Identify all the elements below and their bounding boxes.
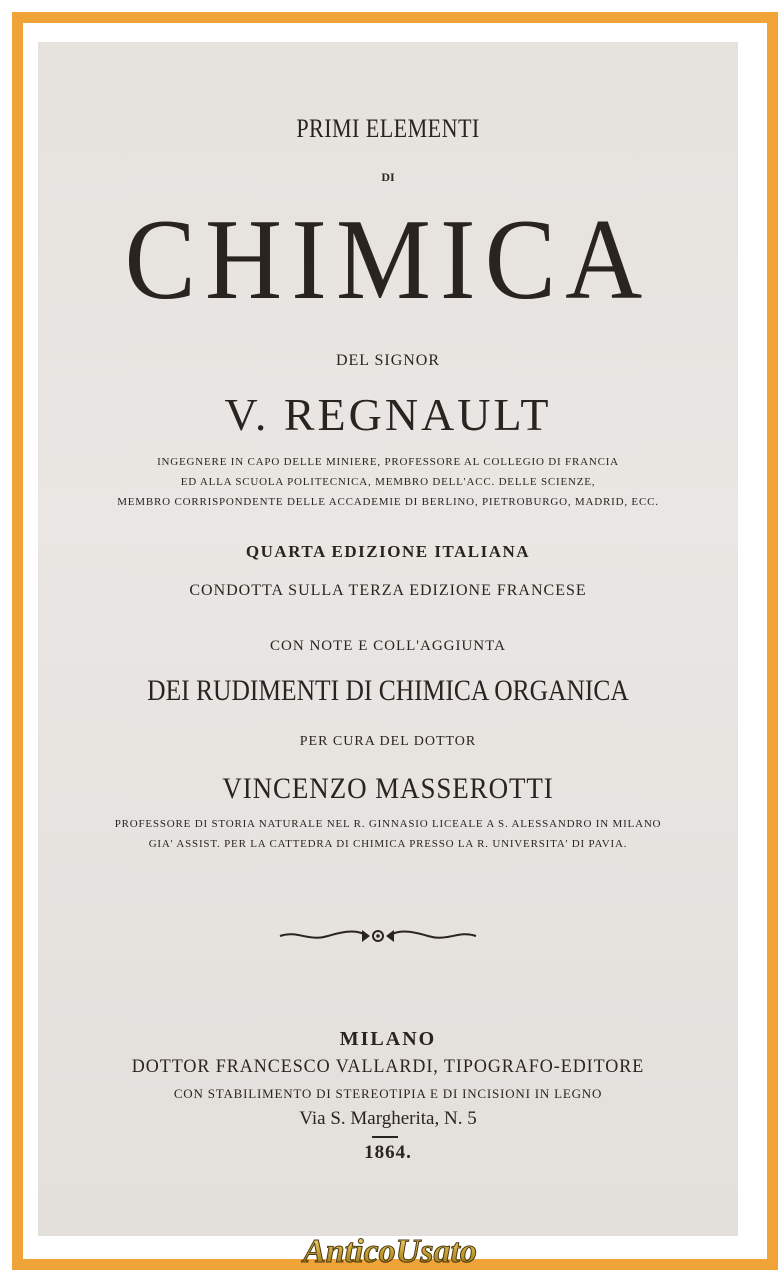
ornament-divider-icon [278, 924, 478, 948]
subtitle-primi-elementi: PRIMI ELEMENTI [296, 114, 480, 143]
main-title: CHIMICA [124, 196, 652, 324]
del-signor: DEL SIGNOR [335, 352, 441, 369]
author-name: V. REGNAULT [224, 389, 552, 440]
subtitle-di: DI [381, 170, 395, 184]
edition-source-line: CONDOTTA SULLA TERZA EDIZIONE FRANCESE [189, 582, 587, 599]
publisher-address: Via S. Margherita, N. 5 [299, 1108, 477, 1129]
author-credential-line: INGEGNERE IN CAPO DELLE MINIERE, PROFESSORE AL COLLEGIO DI FRANCIA [157, 456, 619, 468]
city: MILANO [339, 1028, 437, 1050]
editor-credential-line: GIA' ASSIST. PER LA CATTEDRA DI CHIMICA PRESSO LA R. UNIVERSITA' DI PAVIA. [148, 838, 628, 850]
edition-line: QUARTA EDIZIONE ITALIANA [245, 542, 531, 561]
supplement-title: DEI RUDIMENTI DI CHIMICA ORGANICA [147, 674, 629, 707]
publisher-details: CON STABILIMENTO DI STEREOTIPIA E DI INCISIONI IN LEGNO [173, 1086, 603, 1101]
watermark-text: AnticoUsato [303, 1233, 477, 1270]
author-credential-line: MEMBRO CORRISPONDENTE DELLE ACCADEMIE DI BERLINO, PIETROBURGO, MADRID, ECC. [117, 496, 659, 508]
publication-year: 1864. [364, 1142, 412, 1163]
year-rule [372, 1136, 398, 1138]
editor-credential-line: PROFESSORE DI STORIA NATURALE NEL R. GINNASIO LICEALE A S. ALESSANDRO IN MILANO [114, 818, 662, 830]
notes-line: CON NOTE E COLL'AGGIUNTA [270, 638, 506, 654]
editor-intro: PER CURA DEL DOTTOR [299, 734, 477, 749]
title-page [38, 42, 738, 1236]
antico-usato-watermark-logo [270, 1226, 510, 1274]
publisher: DOTTOR FRANCESCO VALLARDI, TIPOGRAFO-EDITORE [131, 1056, 645, 1077]
author-credential-line: ED ALLA SCUOLA POLITECNICA, MEMBRO DELL'ACC. DELLE SCIENZE, [180, 476, 596, 488]
editor-name: VINCENZO MASSEROTTI [222, 772, 554, 805]
